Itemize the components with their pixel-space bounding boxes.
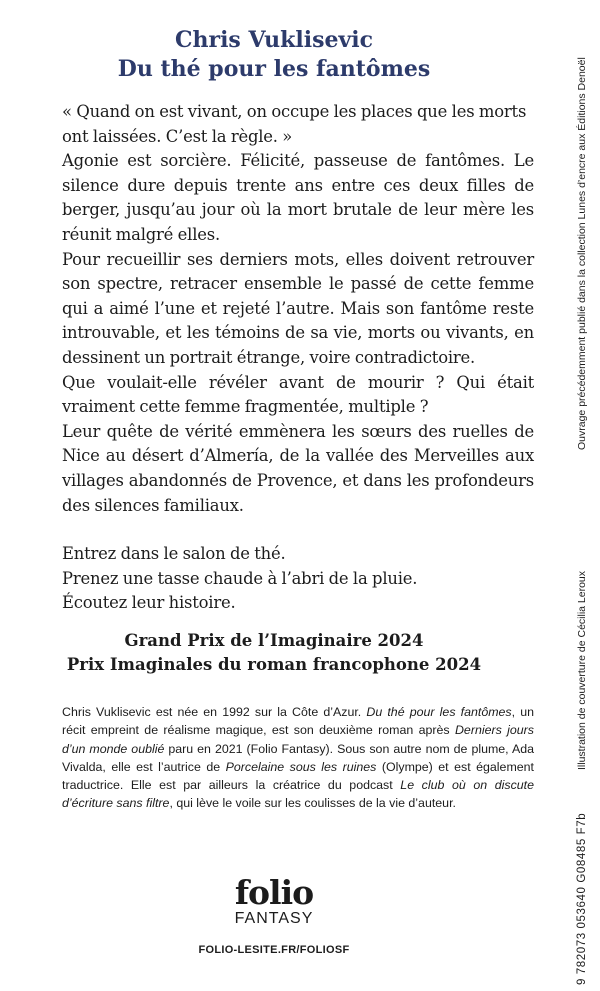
opening-quote-line-1: « Quand on est vivant, on occupe les places que les morts [62, 102, 527, 121]
book-title: Du thé pour les fantômes [117, 56, 431, 82]
bio-text-5: , qui lève le voile sur les coulisses de la vie d’auteur. [169, 796, 456, 811]
publisher-url: FOLIO-LESITE.FR/FOLIOSF [198, 944, 350, 956]
back-cover-blurb [62, 100, 534, 616]
opening-quote-line-2: ont laissées. C’est la règle. » [62, 126, 293, 146]
bio-text-2: , un récit empreint de réalisme magique, est son deuxième roman après [62, 705, 534, 738]
bio-text-1: Chris Vuklisevic est née en 1992 sur la Côte d’Azur. [62, 705, 367, 719]
bio-title-1: Du thé pour les fantômes [366, 705, 512, 719]
paragraph-spacer [62, 518, 534, 542]
barcode-number: 9 782073 053640 G08485 F7b [576, 812, 588, 985]
closing-line-2: Prenez une tasse chaude à l’abri de la pluie. [62, 568, 418, 588]
bio-title-2: Derniers jours d’un monde oublié [62, 723, 535, 756]
illustration-credit: Illustration de couverture de Cécilia Leroux [576, 570, 588, 770]
author-bio [62, 703, 534, 813]
closing-line-1: Entrez dans le salon de thé. [62, 544, 286, 564]
awards [0, 629, 548, 677]
publisher-logo [0, 873, 548, 956]
blurb-paragraph-3: Que voulait-elle révéler avant de mourir ? Qui était vraiment cette femme fragmentée, multiple ? [62, 372, 534, 417]
bio-text-3: paru en 2021 (Folio Fantasy). Sous son autre nom de plume, Ada Vivalda, elle est l’autrice de [62, 741, 534, 774]
folio-wordmark: folio [234, 873, 314, 912]
award-2: Prix Imaginales du roman francophone 2024 [66, 655, 482, 674]
previous-edition-note: Ouvrage précédemment publié dans la collection Lunes d’encre aux Éditions Denoël [576, 57, 588, 450]
award-1: Grand Prix de l’Imaginaire 2024 [124, 631, 424, 650]
blurb-paragraph-2: Pour recueillir ses derniers mots, elles doivent retrouver son spectre, retracer ensemble le passé de cette femme qui a aimé l’une et rejeté l’autre. Mais son fantôme reste introuvable, et les témoins de sa vie, morts ou vivants, en dessinent un portrait étrange, voire contradictoire. [62, 249, 534, 367]
bio-text-4: (Olympe) et est également traductrice. Elle est par ailleurs la créatrice du podcast [62, 759, 534, 793]
author-name: Chris Vuklisevic [174, 27, 374, 53]
bio-title-3: Porcelaine sous les ruines [225, 759, 377, 774]
closing-line-3: Écoutez leur histoire. [62, 593, 236, 613]
bio-title-4: Le club où on discute d’écriture sans filtre [62, 778, 534, 811]
author-bio-text [62, 703, 534, 813]
fantasy-wordmark: FANTASY [234, 910, 314, 927]
book-header [0, 26, 548, 84]
blurb-paragraph-1: Agonie est sorcière. Félicité, passeuse de fantômes. Le silence dure depuis trente ans entre ces deux filles de berger, jusqu’au jour où la mort brutale de leur mère les réunit malgré elles. [62, 151, 534, 244]
blurb-paragraph-4: Leur quête de vérité emmènera les sœurs des ruelles de Nice au désert d’Almería, de la vallée des Merveilles aux villages abandonnés de Provence, et dans les profondeurs des silences familiaux. [62, 421, 534, 515]
